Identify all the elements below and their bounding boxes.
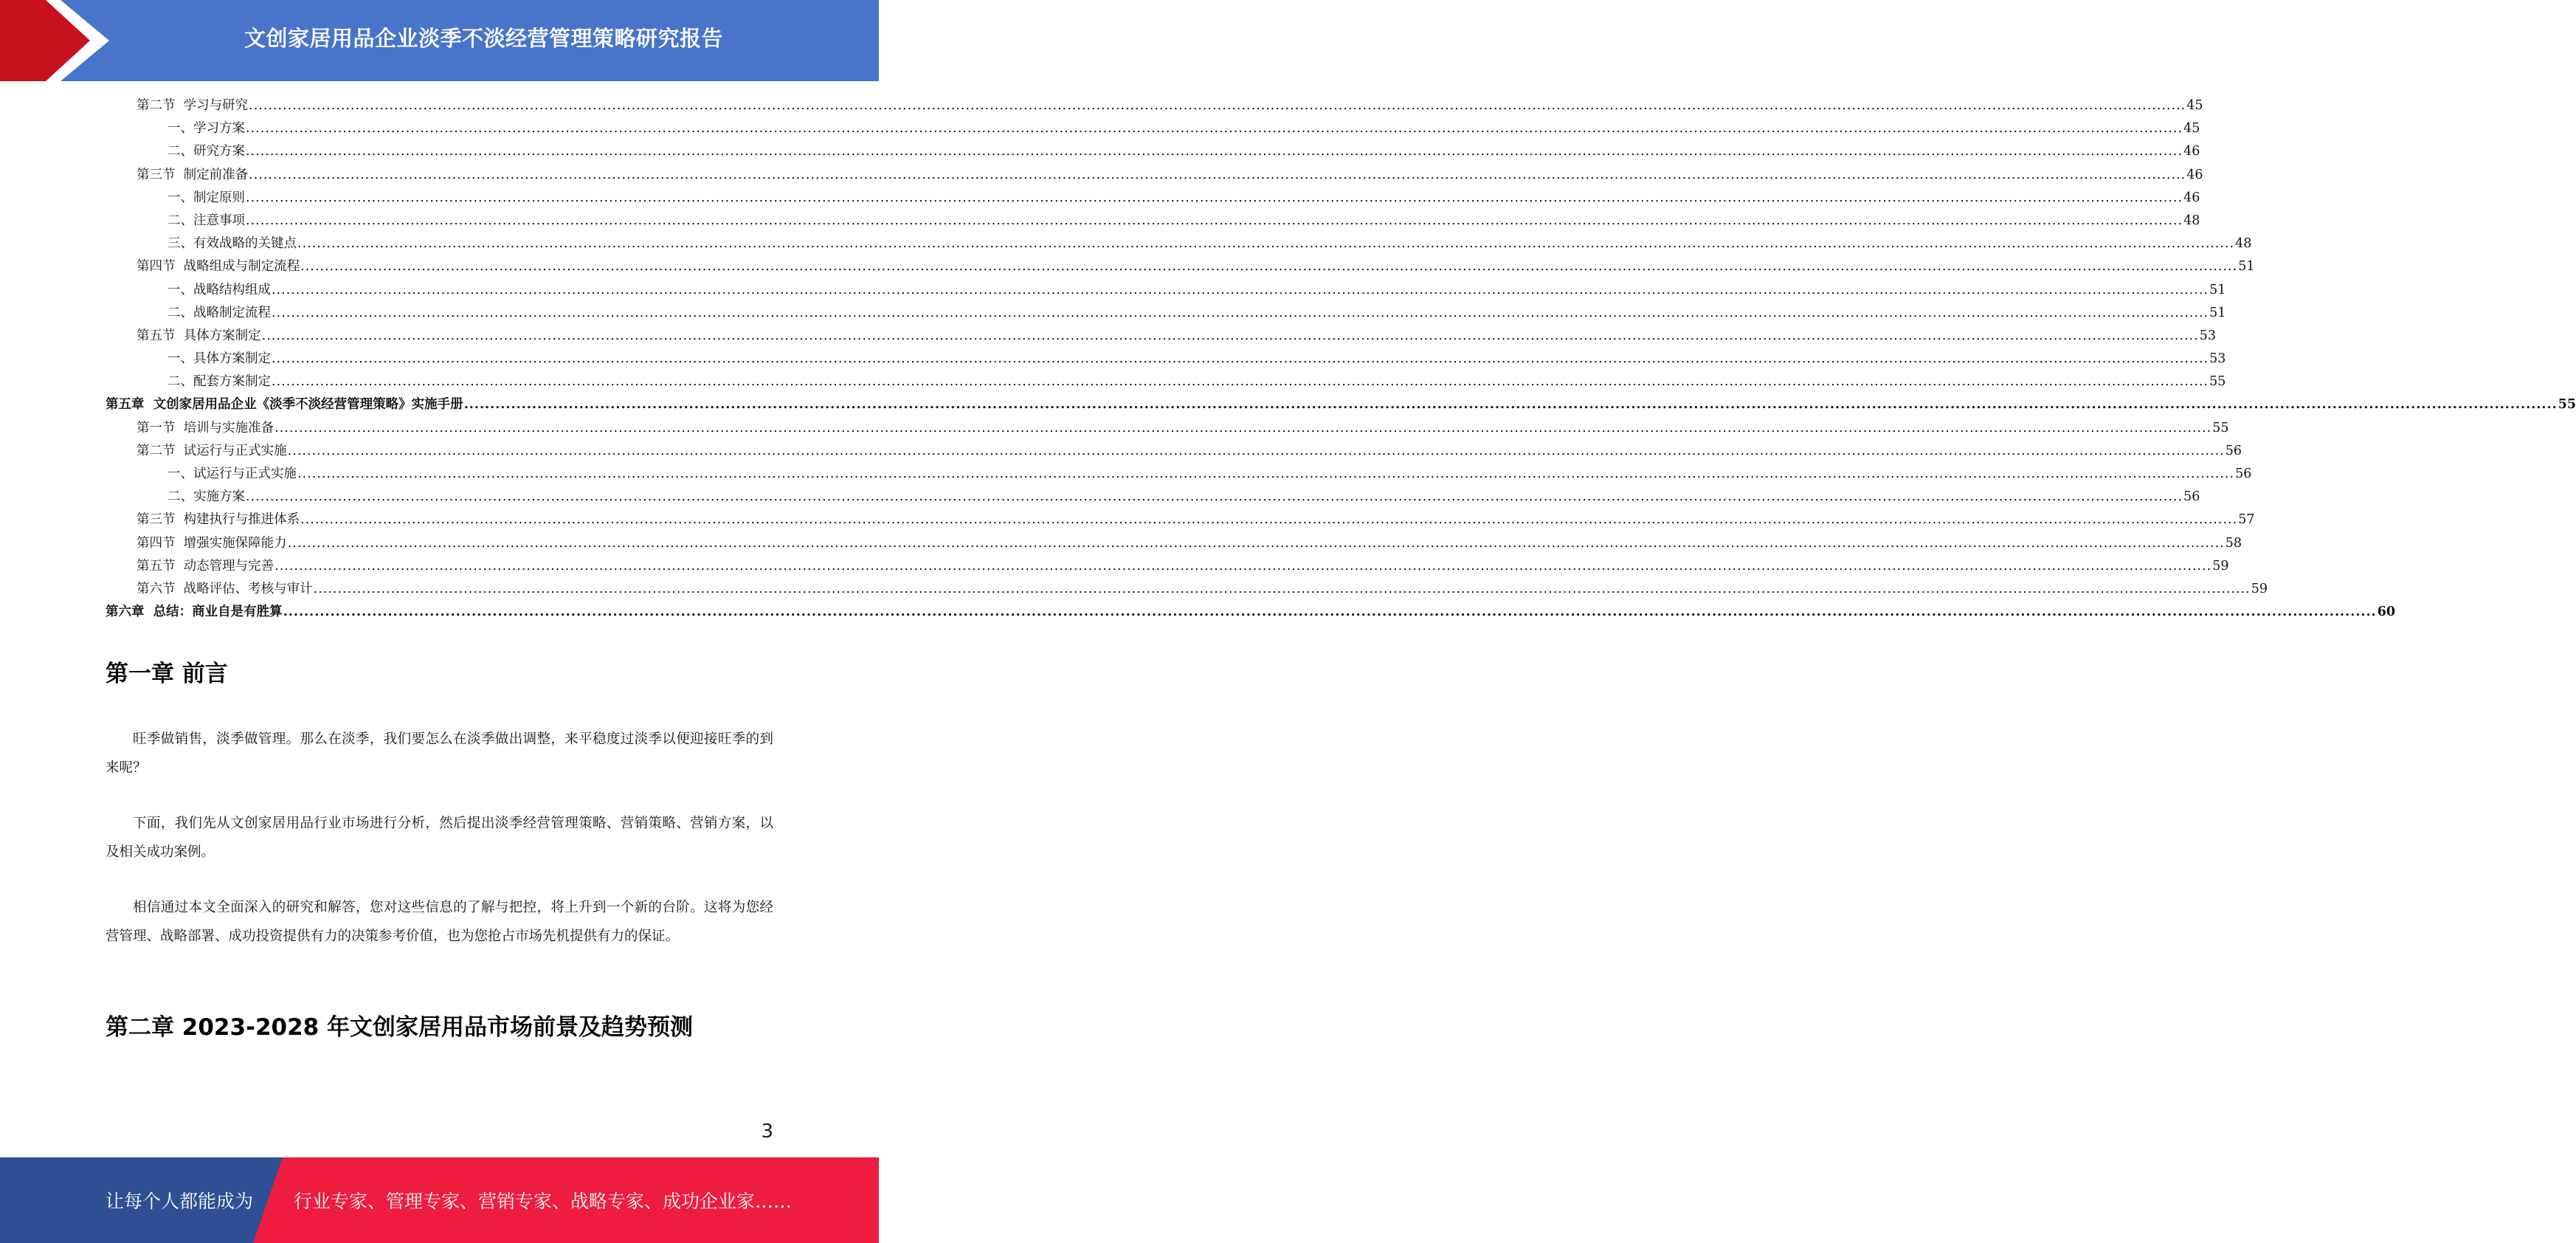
toc-entry-label: 第二节 试运行与正式实施 [137,443,287,458]
toc-entry-page: 46 [2186,167,2203,182]
toc-leader-dots: ................................................................................................................................................................................................................................................................................................................................................................................................................ [246,190,2183,205]
toc-leader-dots: ................................................................................................................................................................................................................................................................................................................................................................................................................ [297,236,2235,252]
toc-entry-page: 56 [2183,489,2200,505]
toc-entry[interactable] [106,255,2255,278]
toc-entry-page: 53 [2209,351,2226,367]
toc-entry-page: 60 [2377,605,2396,620]
toc-entry[interactable] [106,233,2252,255]
toc-entry-label: 二、注意事项 [168,213,245,228]
toc-entry-label: 二、战略制定流程 [168,305,271,320]
toc-entry-label: 第四节 增强实施保障能力 [137,535,287,551]
toc-leader-dots: ................................................................................................................................................................................................................................................................................................................................................................................................................ [246,121,2183,137]
page-footer [0,1157,879,1243]
toc-entry-page: 57 [2238,512,2255,528]
toc-entry-page: 48 [2235,236,2252,252]
toc-entry[interactable] [106,509,2255,531]
toc-entry[interactable] [106,440,2242,463]
toc-leader-dots: ................................................................................................................................................................................................................................................................................................................................................................................................................ [287,535,2225,551]
toc-leader-dots: ................................................................................................................................................................................................................................................................................................................................................................................................................ [261,328,2199,343]
toc-entry-label: 一、制定原则 [168,190,245,205]
toc-entry[interactable] [106,555,2229,578]
chapter-1-heading: 第一章 前言 [106,661,228,687]
toc-entry[interactable] [106,140,2200,163]
header-red-block [0,0,90,81]
toc-entry-page: 53 [2199,328,2217,343]
toc-entry-page: 56 [2225,443,2242,458]
toc-entry[interactable] [106,532,2242,555]
header-title: 文创家居用品企业淡季不淡经营管理策略研究报告 [244,25,723,51]
toc-entry-label: 二、实施方案 [168,489,245,505]
toc-entry-page: 55 [2209,374,2226,390]
chapter-2-heading: 第二章 2023-2028 年文创家居用品市场前景及趋势预测 [106,1014,694,1041]
toc-entry-page: 45 [2183,121,2200,137]
header-arrow-decoration [0,0,118,81]
toc-entry-label: 第三节 构建执行与推进体系 [137,512,300,528]
toc-entry-page: 51 [2209,282,2226,297]
toc-leader-dots: ................................................................................................................................................................................................................................................................................................................................................................................................................ [272,305,2209,320]
toc-leader-dots: ................................................................................................................................................................................................................................................................................................................................................................................................................ [287,443,2225,458]
toc-entry[interactable] [106,94,2203,117]
toc-leader-dots: ................................................................................................................................................................................................................................................................................................................................................................................................................ [283,605,2377,620]
toc-entry-label: 第五章 文创家居用品企业《淡季不淡经营管理策略》实施手册 [106,397,463,413]
toc-entry-page: 59 [2212,558,2229,574]
toc-entry[interactable] [106,325,2217,348]
toc-leader-dots: ................................................................................................................................................................................................................................................................................................................................................................................................................ [274,558,2212,574]
toc-entry-label: 第六节 战略评估、考核与审计 [137,581,313,596]
toc-leader-dots: ................................................................................................................................................................................................................................................................................................................................................................................................................ [463,397,2558,413]
toc-entry-page: 59 [2251,581,2268,596]
toc-entry[interactable] [106,371,2226,393]
toc-entry-label: 第六章 总结：商业自是有胜算 [106,605,283,620]
toc-entry[interactable] [106,393,2576,416]
toc-entry-page: 46 [2183,190,2200,205]
toc-entry-label: 三、有效战略的关键点 [168,236,297,252]
toc-entry[interactable] [106,210,2200,233]
toc-entry-label: 第三节 制定前准备 [137,167,249,182]
toc-entry[interactable] [106,601,2396,624]
toc-entry-page: 55 [2558,397,2576,413]
toc-entry[interactable] [106,117,2200,140]
toc-entry-label: 第二节 学习与研究 [137,98,249,113]
toc-entry[interactable] [106,578,2268,601]
paragraph-1: 旺季做销售，淡季做管理。那么在淡季，我们要怎么在淡季做出调整，来平稳度过淡季以便迎接旺季的到来呢？ [106,731,773,776]
toc-leader-dots: ................................................................................................................................................................................................................................................................................................................................................................................................................ [272,351,2209,367]
toc-entry-label: 一、学习方案 [168,121,245,137]
toc-entry[interactable] [106,164,2203,187]
toc-leader-dots: ................................................................................................................................................................................................................................................................................................................................................................................................................ [297,466,2235,481]
toc-leader-dots: ................................................................................................................................................................................................................................................................................................................................................................................................................ [313,581,2251,596]
toc-entry-label: 一、试运行与正式实施 [168,466,297,481]
toc-leader-dots: ................................................................................................................................................................................................................................................................................................................................................................................................................ [300,512,2238,528]
toc-leader-dots: ................................................................................................................................................................................................................................................................................................................................................................................................................ [274,420,2212,435]
toc-entry-page: 46 [2183,144,2200,159]
toc-entry-page: 51 [2238,259,2255,275]
toc-leader-dots: ................................................................................................................................................................................................................................................................................................................................................................................................................ [300,259,2238,275]
toc-entry[interactable] [106,279,2226,302]
toc-leader-dots: ................................................................................................................................................................................................................................................................................................................................................................................................................ [249,98,2186,113]
toc-leader-dots: ................................................................................................................................................................................................................................................................................................................................................................................................................ [246,144,2183,159]
toc-entry-page: 45 [2186,98,2203,113]
toc-entry-label: 第五节 具体方案制定 [137,328,261,343]
toc-entry-label: 二、配套方案制定 [168,374,271,390]
page-header [0,0,879,81]
toc-entry-label: 第一节 培训与实施准备 [137,420,274,435]
toc-leader-dots: ................................................................................................................................................................................................................................................................................................................................................................................................................ [272,282,2209,297]
toc-entry[interactable] [106,302,2226,325]
toc-leader-dots: ................................................................................................................................................................................................................................................................................................................................................................................................................ [272,374,2209,390]
page-number: 3 [761,1120,773,1143]
toc-entry[interactable] [106,417,2229,440]
paragraph-3: 相信通过本文全面深入的研究和解答，您对这些信息的了解与把控，将上升到一个新的台阶。这将为您经营管理、战略部署、成功投资提供有力的决策参考价值，也为您抢占市场先机提供有力的保证。 [106,900,773,944]
toc-leader-dots: ................................................................................................................................................................................................................................................................................................................................................................................................................ [246,489,2183,505]
toc-entry-page: 51 [2209,305,2226,320]
footer-slogan-left: 让每个人都能成为 [106,1191,254,1212]
toc-entry-label: 二、研究方案 [168,144,245,159]
toc-entry-label: 一、战略结构组成 [168,282,271,297]
toc-entry-page: 48 [2183,213,2200,228]
toc-entry[interactable] [106,486,2200,509]
paragraph-2: 下面，我们先从文创家居用品行业市场进行分析，然后提出淡季经营管理策略、营销策略、营销方案，以及相关成功案例。 [106,816,773,860]
toc-entry-label: 第五节 动态管理与完善 [137,558,274,574]
toc-entry-label: 第四节 战略组成与制定流程 [137,259,300,275]
toc-entry-label: 一、具体方案制定 [168,351,271,367]
toc-entry-page: 56 [2235,466,2252,481]
toc-entry-page: 58 [2225,535,2242,551]
table-of-contents [106,94,2576,624]
toc-leader-dots: ................................................................................................................................................................................................................................................................................................................................................................................................................ [249,167,2186,182]
toc-entry-page: 55 [2212,420,2229,435]
toc-entry[interactable] [106,463,2252,486]
toc-entry[interactable] [106,348,2226,371]
toc-leader-dots: ................................................................................................................................................................................................................................................................................................................................................................................................................ [246,213,2183,228]
toc-entry[interactable] [106,187,2200,210]
footer-slogan-right: 行业专家、管理专家、营销专家、战略专家、成功企业家…… [294,1191,793,1212]
